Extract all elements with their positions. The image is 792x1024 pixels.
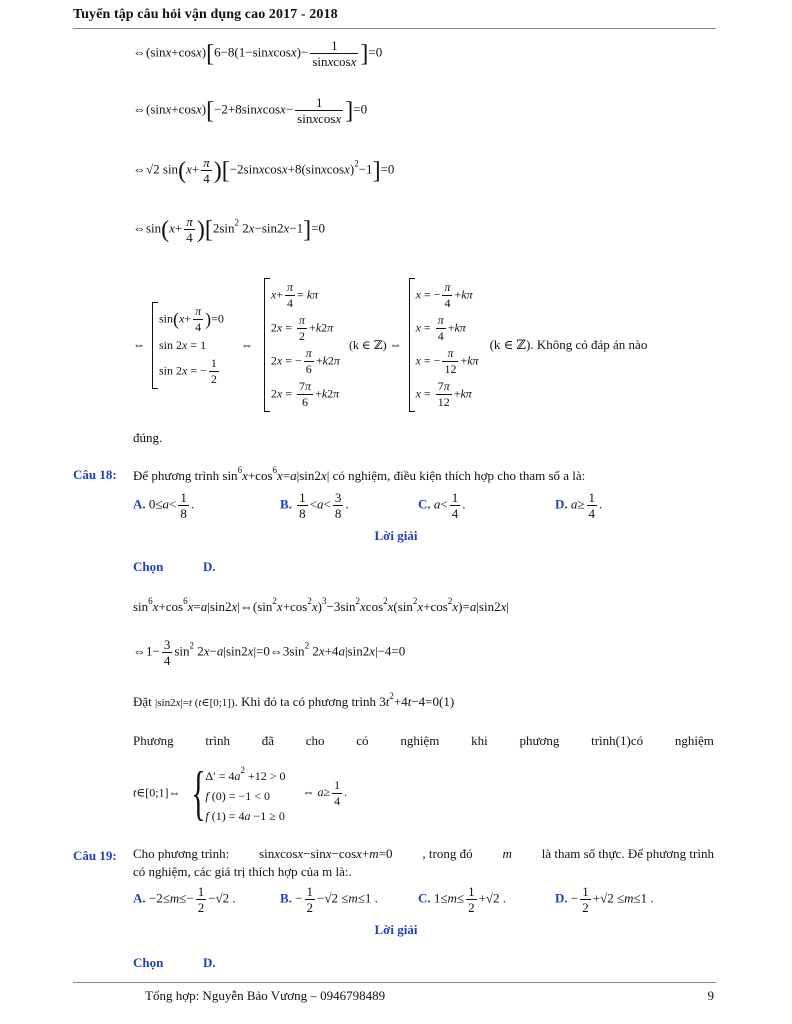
- w-co2: có: [630, 733, 644, 748]
- q18-post: có nghiệm, điều kiện thích hợp cho tham số a là:: [332, 468, 586, 483]
- q18-option-a: A. 0≤a< $\frac{1}{8}$ .: [133, 490, 195, 521]
- page-number: 9: [707, 988, 714, 1003]
- opt-b-label: B.: [280, 496, 292, 512]
- q19-post2: là tham số thực. Để phương trình: [541, 846, 714, 861]
- k-in-z-2: (k ∈ ℤ): [489, 337, 531, 352]
- question-19-text: Cho phương trình: sinxcosx−sinx−cosx+m=0 , trong đó m là tham số thực. Để phương trình có nghiệm, các giá trị thích hợp của m là:.: [133, 846, 714, 879]
- q18-option-b: B. $\frac{1}{8}$ <a< $\frac{3}{8}$ .: [280, 490, 349, 521]
- dat-post: . Khi đó ta có phương trình: [234, 694, 376, 709]
- w-cho: cho: [305, 733, 325, 748]
- equation-line-2: ⇔(sinx+cosx)[−2+8sinxcosx− $\frac{1}{\text{sinxcosx}}$ ]=0: [133, 95, 368, 126]
- correct-text: đúng.: [133, 430, 163, 445]
- q19-option-d: D. − $\frac{1}{2}$ +√2 ≤m≤1 .: [555, 884, 654, 915]
- w-da: đã: [261, 733, 274, 748]
- equation-line-3: ⇔√2 sin(x+ $\frac{\pi}{4}$ )[−2sinxcosx+8(sinxcosx)$^2$−1]=0: [133, 155, 395, 186]
- opt-c-label: C.: [418, 496, 431, 512]
- w-phuong: Phương: [133, 733, 174, 748]
- q19-post: , trong đó: [422, 846, 473, 861]
- q19-option-a: A. −2≤m≤− $\frac{1}{2}$ −√2 .: [133, 884, 236, 915]
- question-18-text: Để phương trình $\sin^6x+\cos^6x=a|\sin 2x|$ có nghiệm, điều kiện thích hợp cho tham số a là:: [133, 465, 586, 483]
- q18-option-c: C. a< $\frac{1}{4}$ .: [418, 490, 466, 521]
- solution-18-line-4: Phương trình đã cho có nghiệm khi phương trình(1)có nghiệm: [133, 733, 714, 748]
- opt-d-label-19: D.: [555, 890, 568, 906]
- opt-d-label: D.: [555, 496, 568, 512]
- choose-label-18: Chọn: [133, 559, 164, 574]
- w-khi: khi: [471, 733, 488, 748]
- k-in-z-1: (k ∈ ℤ): [348, 337, 387, 352]
- w-nghiem2: nghiệm: [674, 733, 714, 748]
- dat-word: Đặt: [133, 694, 152, 709]
- footer-rule: [73, 982, 716, 983]
- solution-18-line-3: Đặt |sin2x|=t (t∈[0;1]). Khi đó ta có phương trình $3t^2+4t-4=0(1)$: [133, 691, 455, 709]
- w-co: có: [356, 733, 369, 748]
- q19-option-c: C. 1≤m≤ $\frac{1}{2}$ +√2 .: [418, 884, 507, 915]
- w-nghiem: nghiệm: [400, 733, 440, 748]
- equation-line-1: ⇔(sinx+cosx)[6−8(1−sinxcosx)− $\frac{1}{\text{sinxcosx}}$ ]=0: [133, 38, 383, 69]
- choose-answer-18: D.: [203, 559, 216, 574]
- q19-option-b: B. − $\frac{1}{2}$ −√2 ≤m≤1 .: [280, 884, 378, 915]
- w-trinh1: trình: [591, 733, 616, 748]
- q18-pre: Để phương trình: [133, 468, 220, 483]
- question-18-label: Câu 18:: [73, 467, 117, 482]
- header-rule: [73, 28, 716, 29]
- solution-heading-19: Lời giải: [374, 922, 418, 937]
- solution-18-line-1: $\sin^6x+\cos^6x=a|\sin 2x|\Leftrightarrow(\sin^2x+\cos^2x)^3-3\sin^2xcos^2x(\sin^2x+\cos^2x)=a|\sin 2x|$: [133, 596, 509, 614]
- footer-author: Tổng hợp: Nguyễn Bảo Vương – 0946798489: [145, 988, 386, 1003]
- q18-option-d: D. a≥ $\frac{1}{4}$ .: [555, 490, 603, 521]
- question-19-label: Câu 19:: [73, 848, 117, 863]
- no-answer-text: . Không có đáp án nào: [530, 337, 648, 352]
- page-header-title: Tuyển tập câu hỏi vận dụng cao 2017 - 2018: [73, 7, 338, 22]
- solution-heading-18: Lời giải: [374, 528, 418, 543]
- w-trinh: trình: [205, 733, 230, 748]
- choose-label-19: Chọn: [133, 955, 164, 970]
- choose-answer-19: D.: [203, 955, 216, 970]
- opt-b-label-19: B.: [280, 890, 292, 906]
- opt-a-label-19: A.: [133, 890, 146, 906]
- opt-c-label-19: C.: [418, 890, 431, 906]
- solution-18-system: t∈[0;1]⇔ { $\Delta' = 4a^2 +12 > 0$ f (0) = −1 < 0 f (1) = 4a −1 ≥ 0 ⇔ a≥ $\frac{1}{4}$ .: [133, 760, 348, 826]
- solution-18-line-2: ⇔1− $\frac{3}{4}$ $\sin^2$ $2x-a|\sin 2x|=0\Leftrightarrow 3\sin^2$ 2x+4a|sin2x|−4=0: [133, 637, 406, 668]
- w-phuong2: phương: [519, 733, 560, 748]
- q19-pre: Cho phương trình:: [133, 846, 230, 861]
- equation-systems: ⇔ sin(x+ $\frac{\pi}{4}$ )=0 sin 2x = 1 sin 2x = − $\frac{1}{2}$ ⇔ x+ $\frac{\pi}{4}$ = kπ 2x = $\frac{\pi}{2}$ +k2π 2x = − $\frac{\pi}{6}$ +k2π 2x = $\frac{7\pi}{6}$ +k2π (k ∈ ℤ) ⇔ x = − $\frac{\pi}{4}$ +kπ x = $\frac{\pi}{4}$ +kπ x = − $\frac{\pi}{12}$ +kπ x = $\frac{7\pi}{12}$ +kπ (k ∈ ℤ). Không có đáp án nào: [133, 278, 647, 412]
- q19-line2: có nghiệm, các giá trị thích hợp của m là:.: [133, 864, 352, 879]
- opt-a-label: A.: [133, 496, 146, 512]
- equation-line-4: ⇔sin(x+ $\frac{\pi}{4}$ )[$2\sin^2$ 2x−sin2x−1]=0: [133, 214, 325, 245]
